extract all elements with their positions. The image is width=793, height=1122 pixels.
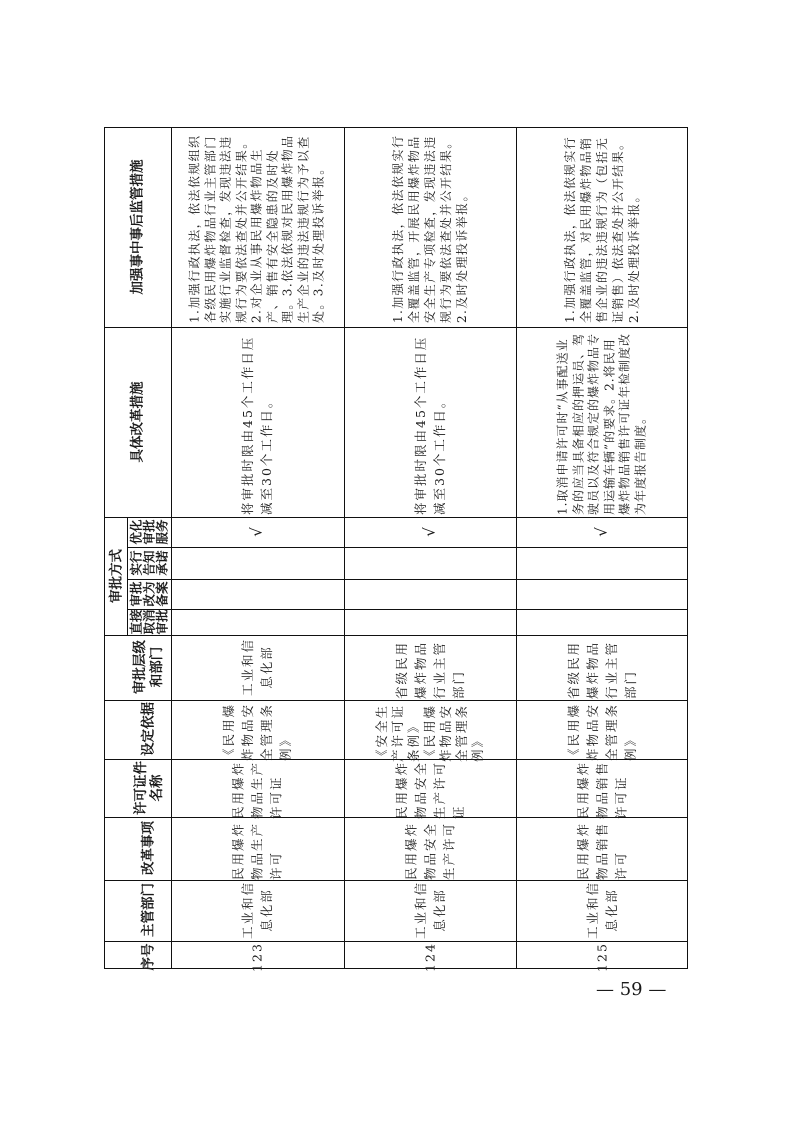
row-124-optimize-check: √ — [420, 527, 439, 537]
header-item: 改革事项 — [140, 821, 157, 875]
row-125-license: 民用爆炸物品销售许可证 — [575, 760, 629, 819]
header-level: 审批层级和部门 — [132, 640, 165, 694]
header-basis: 设定依据 — [140, 702, 157, 756]
header-seq: 序号 — [140, 943, 157, 971]
row-123-optimize-check: √ — [247, 527, 266, 537]
row-line — [105, 517, 687, 518]
row-line — [127, 547, 687, 548]
header-method-cancel: 直接取消审批 — [128, 609, 170, 635]
row-125-level: 省级民用爆炸物品行业主管部门 — [566, 640, 638, 699]
page-number: — 59 — — [596, 979, 667, 1000]
column-line — [344, 128, 345, 968]
header-measures: 具体改革措施 — [129, 381, 146, 463]
row-line — [105, 327, 687, 328]
row-125-optimize-check: √ — [592, 527, 611, 537]
row-123-item: 民用爆炸物品生产许可 — [230, 821, 284, 880]
row-125-dept: 工业和信息化部 — [585, 881, 619, 940]
row-124-supervision: 1.加强行政执法，依法依规实行全覆盖监管，开展民用爆炸物品安全生产专项检查，发现违法违规行为要依法查处并公开结果。2.及时处理投诉举报。 — [391, 134, 469, 323]
column-line — [516, 128, 517, 968]
row-125-basis: 《民用爆炸物品安全管理条例》 — [566, 702, 638, 761]
row-125-supervision: 1.加强行政执法，依法依规实行全覆盖监管，对民用爆炸物品销售企业的违法违规行为（包括无证销售）依法查处并公开结果。2.及时处理投诉举报。 — [563, 136, 641, 323]
header-supervision: 加强事中事后监管措施 — [129, 159, 146, 295]
row-123-license: 民用爆炸物品生产许可证 — [230, 760, 284, 819]
row-123-supervision: 1.加强行政执法，依法依规组织各级民用爆炸物品行业主管部门实施行业监督检查，发现违法违规行为要依法查处并公开结果。2.对企业从事民用爆炸物品生产、销售有安全隐患的及时处理。3.依法依规对民用爆炸物品生产企业的违法违规行为予以查处。3.及时处理投诉举报。 — [187, 134, 326, 323]
header-method-notify: 实行告知承诺 — [128, 550, 170, 576]
row-line — [127, 609, 687, 610]
header-method-group: 审批方式 — [108, 549, 125, 603]
header-method-optimize: 优化审批服务 — [128, 519, 170, 545]
reform-table — [104, 127, 688, 972]
header-method-filing: 审批改为备案 — [128, 581, 170, 607]
row-124-dept: 工业和信息化部 — [413, 881, 447, 940]
row-124-item: 民用爆炸物品安全生产许可 — [403, 821, 457, 880]
row-123-seq: 123 — [249, 942, 265, 972]
row-124-license: 民用爆炸物品安全生产许可证 — [394, 760, 466, 819]
row-125-item: 民用爆炸物品销售许可 — [575, 821, 629, 880]
page-number-value: 59 — [619, 979, 643, 1000]
row-123-level: 工业和信息化部 — [240, 638, 274, 697]
row-123-measures: 将审批时限由45个工作日压减至30个工作日。 — [240, 335, 274, 515]
row-125-seq: 125 — [594, 942, 610, 972]
row-124-level: 省级民用爆炸物品行业主管部门 — [394, 640, 466, 699]
row-124-seq: 124 — [422, 942, 438, 972]
row-124-measures: 将审批时限由45个工作日压减至30个工作日。 — [413, 335, 447, 515]
column-line — [171, 128, 172, 968]
row-125-measures: 1.取消申请许可时“从事配送业务的应当具备相应的押运员、驾驶员以及符合规定的爆炸物品专用运输车辆”的要求。2.将民用爆炸物品销售许可证年检制度改为年度报告制度。 — [555, 332, 647, 515]
row-124-basis: 《安全生产许可证条例》《民用爆炸物品安全管理条例》 — [374, 703, 485, 762]
header-dept: 主管部门 — [140, 883, 157, 937]
row-123-dept: 工业和信息化部 — [240, 881, 274, 940]
row-123-basis: 《民用爆炸物品安全管理条例》 — [221, 702, 293, 761]
row-line — [127, 579, 687, 580]
header-license: 许可证件名称 — [133, 761, 165, 815]
